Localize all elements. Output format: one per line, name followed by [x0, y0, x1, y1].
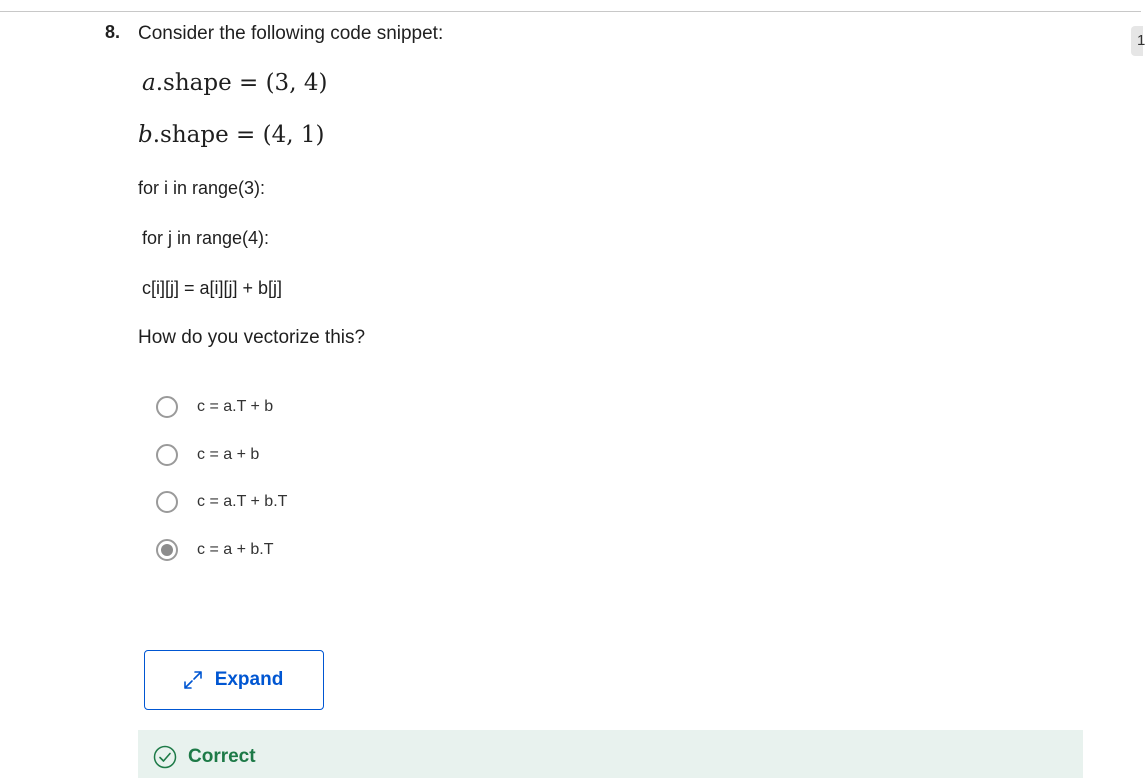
option-4[interactable] — [156, 537, 273, 563]
radio-button[interactable] — [156, 491, 178, 513]
question-ask: How do you vectorize this? — [138, 327, 366, 348]
expand-arrows-icon — [181, 668, 205, 692]
feedback-banner — [138, 730, 1083, 778]
code-line-2: for j in range(4): — [142, 228, 270, 248]
feedback-label: Correct — [188, 746, 256, 767]
question-number: 8. — [105, 22, 121, 42]
math-a-var: a — [142, 70, 156, 96]
question-prompt: Consider the following code snippet: — [138, 23, 444, 44]
math-b-rest: .shape = (4, 1) — [152, 122, 325, 148]
option-label: c = a.T + b.T — [197, 493, 288, 510]
option-2[interactable] — [156, 442, 259, 468]
code-line-1: for i in range(3): — [138, 178, 266, 198]
expand-button-label: Expand — [214, 669, 284, 690]
option-label: c = a.T + b — [197, 398, 274, 415]
radio-button[interactable] — [156, 444, 178, 466]
top-divider — [0, 11, 1141, 12]
check-circle-icon — [153, 745, 177, 769]
radio-button[interactable] — [156, 396, 178, 418]
code-line-3: c[i][j] = a[i][j] + b[j] — [142, 278, 283, 298]
expand-button[interactable] — [144, 650, 324, 710]
math-a-shape — [142, 70, 327, 96]
option-3[interactable] — [156, 489, 287, 515]
side-tab[interactable] — [1131, 26, 1143, 56]
side-tab-label: 1 — [1137, 32, 1145, 49]
math-a-rest: .shape = (3, 4) — [155, 70, 328, 96]
option-label: c = a + b.T — [197, 541, 274, 558]
math-b-var: b — [138, 122, 153, 148]
option-1[interactable] — [156, 394, 273, 420]
radio-button-selected[interactable] — [156, 539, 178, 561]
math-b-shape — [138, 122, 324, 148]
option-label: c = a + b — [197, 446, 260, 463]
